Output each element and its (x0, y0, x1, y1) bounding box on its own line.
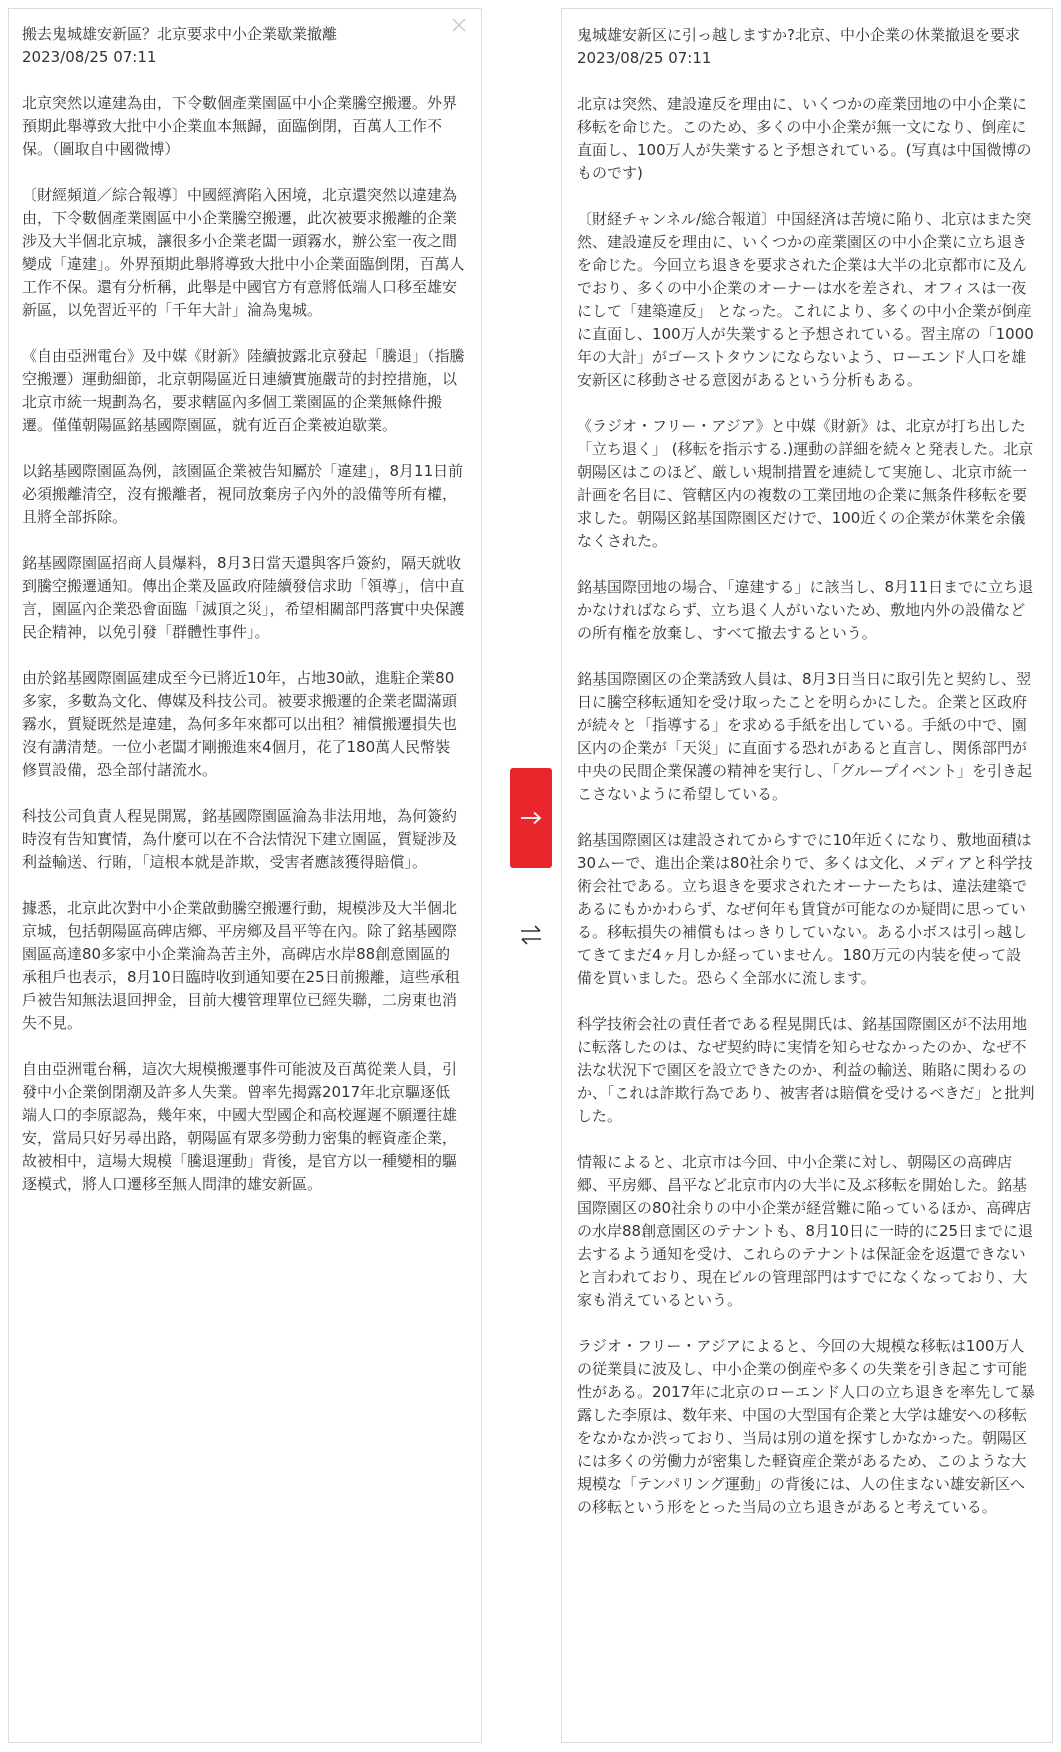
source-article-panel (8, 8, 482, 1743)
source-paragraph: 由於銘基國際園區建成至今已將近10年，占地30畝，進駐企業80多家，多數為文化、傳媒及科技公司。被要求搬遷的企業老闆滿頭霧水，質疑既然是違建，為何多年來都可以出租？補償搬遷損失也沒有講清楚。一位小老闆才剛搬進來4個月，花了180萬人民幣裝修買設備，恐全部付諸流水。 (22, 669, 458, 779)
translation-paragraph: 北京は突然、建設違反を理由に、いくつかの産業団地の中小企業に移転を命じた。このため、多くの中小企業が無一文になり、倒産に直面し、100万人が失業すると予想されている。(写真は中国微博のものです) (577, 95, 1032, 182)
translation-paragraph: 科学技術会社の責任者である程晃開氏は、銘基国際園区が不法用地に転落したのは、なぜ契約時に実情を知らせなかったのか、なぜ不法な状況下で園区を設立できたのか、利益の輸送、賄賂に関わるのか、「これは詐欺行為であり、被害者は賠償を受けるべきだ」と批判した。 (577, 1015, 1035, 1125)
close-icon[interactable] (449, 15, 469, 35)
translation-paragraph: 銘基国際園区の企業誘致人員は、8月3日当日に取引先と契約し、翌日に騰空移転通知を受け取ったことを明らかにした。企業と区政府が続々と「指導する」を求める手紙を出している。手紙の中で、園区内の企業が「天災」に直面する恐れがあると直言し、関係部門が中央の民間企業保護の精神を実行し、「グループイベント」を引き起こさないように希望している。 (577, 670, 1032, 803)
source-paragraph: 科技公司負責人程晃開罵，銘基國際園區淪為非法用地，為何簽約時沒有告知實情，為什麼可以在不合法情況下建立園區，質疑涉及利益輸送、行賄，「這根本就是詐欺，受害者應該獲得賠償」。 (22, 807, 458, 871)
translation-paragraph: 〔財経チャンネル/総合報道〕中国経済は苦境に陥り、北京はまた突然、建設違反を理由に、いくつかの産業園区の中小企業に立ち退きを命じた。今回立ち退きを要求された企業は大半の北京都市に及んでおり、多くの中小企業のオーナーは水を差され、オフィスは一夜にして「建築違反」 となった。これにより、多くの中小企業が倒産に直面し、100万人が失業すると予想されている。習主席の「1000年の大計」がゴーストタウンにならないよう、ローエンド人口を雄安新区に移動させる意図があるという分析もある。 (577, 210, 1034, 389)
translation-paragraph: 銘基国際園区は建設されてからすでに10年近くになり、敷地面積は30ムーで、進出企業は80社余りで、多くは文化、メディアと科学技術会社である。立ち退きを要求されたオーナーたちは、違法建築であるにもかかわらず、なぜ何年も賃貸が可能なのか疑問に思っている。移転損失の補償もはっきりしていない。ある小ボスは引っ越してきてまだ4ヶ月しか経っていません。180万元の内装を使って設備を買いました。恐らく全部水に流します。 (577, 831, 1033, 987)
translation-paragraph: 情報によると、北京市は今回、中小企業に対し、朝陽区の高碑店郷、平房郷、昌平など北京市内の大半に及ぶ移転を開始した。銘基国際園区の80社余りの中小企業が経営難に陥っているほか、高碑店の水岸88創意園区のテナントも、8月10日に一時的に25日までに退去するよう通知を受け、これらのテナントは保証金を返還できないと言われており、現在ビルの管理部門はすでになくなっており、大家も消えているという。 (577, 1153, 1034, 1309)
translation-article-panel (561, 8, 1053, 1743)
source-paragraph: 自由亞洲電台稱，這次大規模搬遷事件可能波及百萬從業人員，引發中小企業倒閉潮及許多人失業。曾率先揭露2017年北京驅逐低端人口的李原認為，幾年來，中國大型國企和高校遲遲不願遷往雄安，當局只好另尋出路，朝陽區有眾多勞動力密集的輕資產企業，故被相中，這場大規模「騰退運動」背後，是官方以一種變相的驅逐模式，將人口遷移至無人問津的雄安新區。 (22, 1060, 458, 1193)
source-date: 2023/08/25 07:11 (22, 48, 157, 66)
translation-title: 鬼城雄安新区に引っ越しますか?北京、中小企業の休業撤退を要求 (577, 26, 1020, 44)
close-icon-graphic (449, 15, 469, 35)
translate-button[interactable] (510, 768, 552, 868)
source-title: 搬去鬼城雄安新區？北京要求中小企業歇業撤離 (22, 25, 338, 43)
source-paragraph: 銘基國際園區招商人員爆料，8月3日當天還與客戶簽約，隔天就收到騰空搬遷通知。傳出企業及區政府陸續發信求助「領導」，信中直言，園區內企業恐會面臨「滅頂之災」，希望相關部門落實中央保護民企精神，以免引發「群體性事件」。 (22, 554, 465, 641)
source-paragraph: 據悉，北京此次對中小企業啟動騰空搬遷行動，規模涉及大半個北京城，包括朝陽區高碑店鄉、平房鄉及昌平等在內。除了銘基國際園區高達80多家中小企業淪為苦主外，高碑店水岸88創意園區的承租戶也表示，8月10日臨時收到通知要在25日前搬離，這些承租戶被告知無法退回押金，目前大樓管理單位已經失聯，二房東也消失不見。 (22, 899, 460, 1032)
arrow-right-icon (520, 811, 542, 825)
translation-date: 2023/08/25 07:11 (577, 49, 712, 67)
swap-button[interactable] (514, 918, 548, 952)
source-paragraph: 〔財經頻道／綜合報導〕中國經濟陷入困境，北京還突然以違建為由，下令數個產業園區中小企業騰空搬遷，此次被要求搬離的企業涉及大半個北京城，讓很多小企業老闆一頭霧水，辦公室一夜之間變成「違建」。外界預期此舉將導致大批中小企業面臨倒閉，百萬人工作不保。還有分析稱，此舉是中國官方有意將低端人口移至雄安新區，以免習近平的「千年大計」淪為鬼城。 (22, 186, 465, 319)
translation-paragraph: 銘基国際団地の場合、「違建する」に該当し、8月11日までに立ち退かなければならず、立ち退く人がいないため、敷地内外の設備などの所有権を放棄し、すべて撤去するという。 (577, 578, 1034, 642)
source-paragraph: 北京突然以違建為由，下令數個產業園區中小企業騰空搬遷。外界預期此舉導致大批中小企業血本無歸，面臨倒閉，百萬人工作不保。（圖取自中國微博） (22, 94, 458, 158)
translation-paragraph: ラジオ・フリー・アジアによると、今回の大規模な移転は100万人の従業員に波及し、中小企業の倒産や多くの失業を引き起こす可能性がある。2017年に北京のローエンド人口の立ち退きを率先して暴露した李原は、数年来、中国の大型国有企業と大学は雄安への移転をなかなか渋っており、当局は別の道を探すしかなかった。朝陽区には多くの労働力が密集した軽資産企業があるため、このような大規模な「テンパリング運動」の背後には、人の住まない雄安新区への移転という形をとった当局の立ち退きがあると考えている。 (577, 1337, 1036, 1516)
source-paragraph: 以銘基國際園區為例，該園區企業被告知屬於「違建」，8月11日前必須搬離清空，沒有搬離者，視同放棄房子內外的設備等所有權，且將全部拆除。 (22, 462, 464, 526)
swap-arrows-icon (519, 924, 543, 946)
source-paragraph: 《自由亞洲電台》及中媒《財新》陸續披露北京發起「騰退」（指騰空搬遷）運動細節，北京朝陽區近日連續實施嚴苛的封控措施，以北京市統一規劃為名，要求轄區內多個工業園區的企業無條件搬遷。僅僅朝陽區銘基國際園區，就有近百企業被迫歇業。 (22, 347, 465, 434)
translation-paragraph: 《ラジオ・フリー・アジア》と中媒《財新》は、北京が打ち出した「立ち退く」 (移転を指示する.)運動の詳細を続々と発表した。北京朝陽区はこのほど、厳しい規制措置を連続して実施し、北京市統一計画を名目に、管轄区内の複数の工業団地の企業に無条件移転を要求した。朝陽区銘基国際園区だけで、100近くの企業が休業を余儀なくされた。 (577, 417, 1034, 550)
